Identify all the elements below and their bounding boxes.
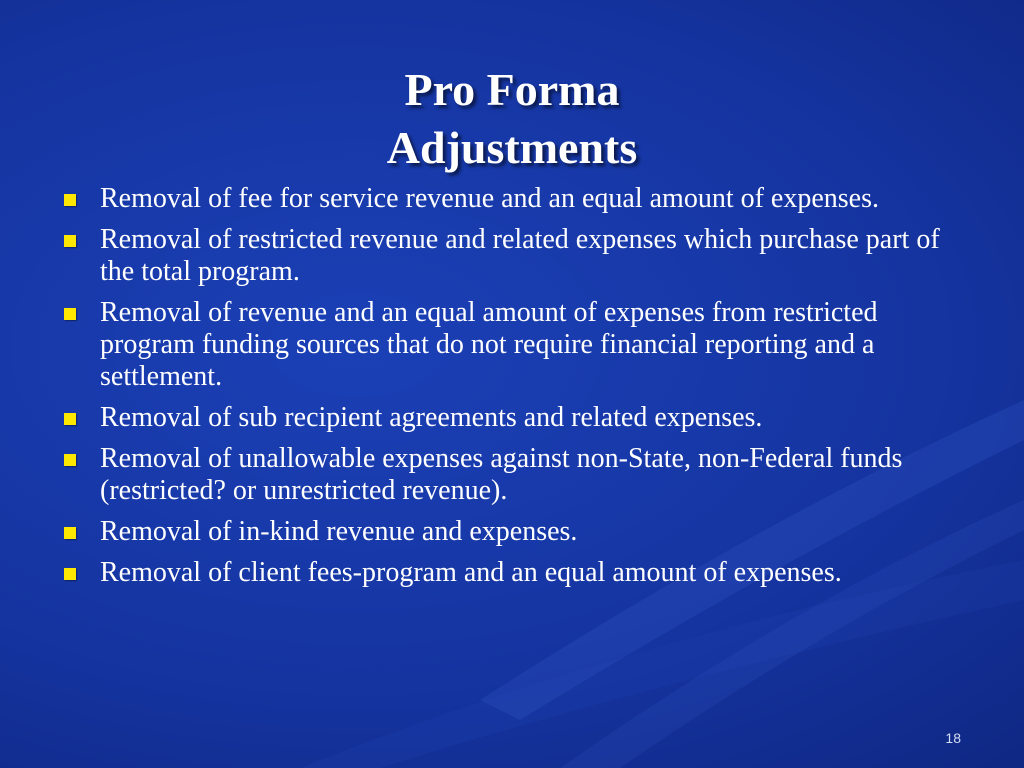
slide-number: 18	[945, 730, 961, 746]
bullet-item	[62, 443, 972, 507]
slide-title-line-2: Adjustments	[386, 121, 638, 173]
slide-title	[0, 61, 1024, 177]
bullet-item	[62, 402, 972, 434]
bullet-text: Removal of client fees-program and an equal amount of expenses.	[100, 557, 842, 588]
bullet-text: Removal of restricted revenue and related expenses which purchase part of the total program.	[100, 224, 940, 287]
bullet-text: Removal of fee for service revenue and an equal amount of expenses.	[100, 183, 880, 214]
bullet-item	[62, 297, 972, 393]
bullet-list	[62, 183, 972, 598]
bullet-item	[62, 557, 972, 589]
bullet-text: Removal of revenue and an equal amount of expenses from restricted program funding sources that do not require financial reporting and a settlement.	[100, 297, 878, 392]
bullet-item	[62, 183, 972, 215]
bullet-item	[62, 516, 972, 548]
square-bullet-icon	[64, 568, 76, 580]
slide-title-line-1: Pro Forma	[404, 63, 620, 115]
square-bullet-icon	[64, 235, 76, 247]
square-bullet-icon	[64, 454, 76, 466]
square-bullet-icon	[64, 527, 76, 539]
square-bullet-icon	[64, 194, 76, 206]
bullet-text: Removal of in-kind revenue and expenses.	[100, 516, 578, 547]
bullet-text: Removal of sub recipient agreements and related expenses.	[100, 402, 763, 433]
square-bullet-icon	[64, 308, 76, 320]
bullet-text: Removal of unallowable expenses against non-State, non-Federal funds (restricted? or unrestricted revenue).	[100, 443, 903, 506]
square-bullet-icon	[64, 413, 76, 425]
bullet-item	[62, 224, 972, 288]
